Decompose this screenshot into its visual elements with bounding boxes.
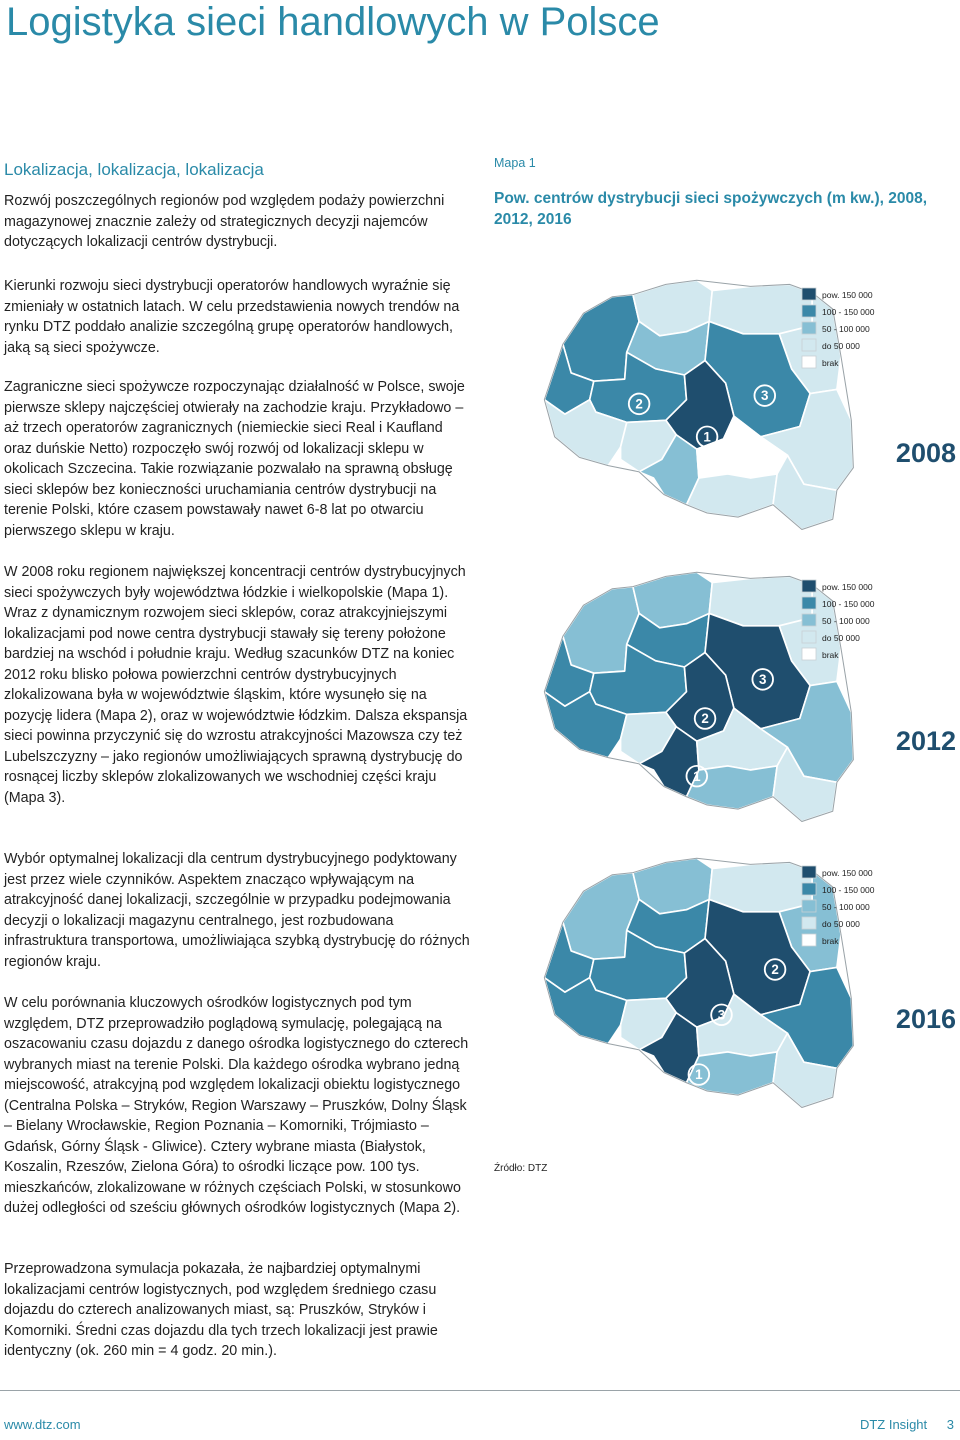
legend-swatch <box>802 631 816 643</box>
figure-label: Mapa 1 <box>494 156 536 170</box>
map-2008 <box>492 266 960 546</box>
footer-page-number: 3 <box>946 1417 954 1432</box>
year-label-2012: 2012 <box>895 726 956 756</box>
legend-label: do 50 000 <box>822 919 860 929</box>
legend-swatch <box>802 580 816 592</box>
legend-swatch <box>802 883 816 895</box>
legend-label: do 50 000 <box>822 633 860 643</box>
paragraph-results: Przeprowadzona symulacja pokazała, że najbardziej optymalnymi lokalizacjami centrów logistycznych, pod względem średniego czasu dojazdu do czterech analizowanych miast, są: Pruszków, Stryków i Komorniki. Średni czas dojazdu dla tych trzech lokalizacji jest prawie identyczny (ok. 260 min = 4 godz. 20 min.). <box>4 1261 438 1359</box>
year-label-2008: 2008 <box>895 438 956 468</box>
paragraph-intro: Rozwój poszczególnych regionów pod względem podaży powierzchni magazynowej znacznie zależy od strategicznych decyzji najemców dotyczących lokalizacji centrów dystrybucji. <box>4 193 445 250</box>
year-label-2016: 2016 <box>895 1004 956 1034</box>
legend-label: do 50 000 <box>822 341 860 351</box>
rank-badge-label: 2 <box>635 396 643 412</box>
legend-swatch <box>802 322 816 334</box>
legend-label: pow. 150 000 <box>822 868 873 878</box>
rank-badge-label: 3 <box>717 1007 726 1023</box>
paragraph-foreign-chains: Zagraniczne sieci spożywcze rozpoczynając działalność w Polsce, swoje pierwsze sklepy najczęściej otwierały na zachodzie kraju. Przykładowo – aż trzech operatorów zagranicznych (niemieckie sieci Real i Kaufland oraz duńskie Netto) rozpoczęło swój rozwój od lokalizacji sklepu w okolicach Szczecina. Takie rozwiązanie pozwalało na sprawną obsługę sieci sklepów bez konieczności uruchamiania centrów dystrybucji na terenie Polski, które czasem powstawały nawet 6-8 lat po otwarciu pierwszego sklepu w kraju. <box>4 379 465 539</box>
legend-swatch <box>802 934 816 946</box>
legend-label: 100 - 150 000 <box>822 307 875 317</box>
paragraph-location-choice: Wybór optymalnej lokalizacji dla centrum dystrybucyjnego podyktowany jest przez wiele czynników. Aspektem znacząco wpływającym na atrakcyjność danej lokalizacji, szczególnie w przypadku podejmowania decyzji o lokalizacji magazynu centralnego, jest rozbudowana infrastruktura transportowa, umożliwiająca szybką dystrybucję do różnych regionów kraju. <box>4 851 470 970</box>
legend-label: pow. 150 000 <box>822 290 873 300</box>
legend-swatch <box>802 917 816 929</box>
legend-swatch <box>802 339 816 351</box>
figure-source: Źródło: DTZ <box>494 1163 548 1174</box>
legend-label: 50 - 100 000 <box>822 324 870 334</box>
legend-label: brak <box>822 936 839 946</box>
footer-divider <box>0 1390 960 1391</box>
legend-swatch <box>802 614 816 626</box>
legend-label: 50 - 100 000 <box>822 902 870 912</box>
map-2016-block <box>492 844 960 1124</box>
legend-swatch <box>802 597 816 609</box>
map-2012-block <box>492 558 960 838</box>
legend-label: 50 - 100 000 <box>822 616 870 626</box>
map-2008-block <box>492 266 960 546</box>
figure-caption: Pow. centrów dystrybucji sieci spożywczych (m kw.), 2008, 2012, 2016 <box>494 190 928 228</box>
rank-badge-label: 2 <box>771 962 779 978</box>
rank-badge-label: 1 <box>693 768 701 784</box>
legend-swatch <box>802 648 816 660</box>
legend-label: pow. 150 000 <box>822 582 873 592</box>
rank-badge-label: 2 <box>701 711 709 727</box>
page-title: Logistyka sieci handlowych w Polsce <box>6 0 660 44</box>
footer-brand <box>844 1417 954 1432</box>
legend-swatch <box>802 900 816 912</box>
rank-badge-label: 1 <box>703 429 711 445</box>
map-2012 <box>492 558 960 838</box>
footer-brand-name: DTZ Insight <box>859 1417 928 1432</box>
paragraph-simulation: W celu porównania kluczowych ośrodków logistycznych pod tym względem, DTZ przeprowadziło poglądową symulację, polegającą na oszacowaniu czasu dojazdu z danego ośrodka logistycznego do czterech wybranych miast na terenie Polski. Dla każdego ośrodka wybrano jedną miejscowość, atrakcyjną pod względem lokalizacji obiektu logistycznego (Centralna Polska – Stryków, Region Warszawy – Pruszków, Dolny Śląsk – Bielany Wrocławskie, Region Poznania – Komorniki, Trójmiasto – Gdańsk, Górny Śląsk - Gliwice). Cztery wybrane miasta (Białystok, Koszalin, Rzeszów, Zielona Góra) to ośrodki liczące pow. 100 tys. mieszkańców, zlokalizowane w różnych częściach Polski, w stosunkowo dużej odległości od sześciu głównych ośrodków logistycznych (Mapa 2). <box>4 995 469 1216</box>
paragraph-trends: Kierunki rozwoju sieci dystrybucji operatorów handlowych wyraźnie się zmieniały w ostatnich latach. W celu przedstawienia nowych trendów na rynku DTZ poddało analizie szczególną grupę operatorów handlowych, jaką są sieci spożywcze. <box>4 278 460 356</box>
rank-badge-label: 3 <box>758 671 767 687</box>
legend-swatch <box>802 305 816 317</box>
footer-website-link[interactable]: www.dtz.com <box>4 1417 81 1432</box>
rank-badge-label: 1 <box>695 1067 703 1083</box>
legend-swatch <box>802 866 816 878</box>
section-title: Lokalizacja, lokalizacja, lokalizacja <box>4 160 264 179</box>
map-2016 <box>492 844 960 1124</box>
rank-badge-label: 3 <box>761 388 769 404</box>
legend-label: 100 - 150 000 <box>822 885 875 895</box>
legend-label: brak <box>822 358 839 368</box>
legend-swatch <box>802 288 816 300</box>
legend-label: brak <box>822 650 839 660</box>
legend-swatch <box>802 356 816 368</box>
legend-label: 100 - 150 000 <box>822 599 875 609</box>
paragraph-2008-concentration: W 2008 roku regionem największej koncentracji centrów dystrybucyjnych sieci spożywczych były województwa łódzkie i wielkopolskie (Mapa 1). Wraz z dynamicznym rozwojem sieci sklepów, coraz atrakcyjniejszymi lokalizacjami pod nowe centra dystrybucji stawały się tereny położone bardziej na wschód i południe kraju. Według szacunków DTZ na koniec 2012 roku blisko połowa powierzchni centrów dystrybucyjnych zlokalizowana była w województwie śląskim, które wysunęło się na pozycję lidera (Mapa 2), oraz w województwie łódzkim. Dalsza ekspansja sieci powinna przyczynić się do wzrostu atrakcyjności Mazowsza czy też Lubelszczyzny – jako regionów umożliwiających sprawną dystrybucję do rosnącej liczby sklepów zlokalizowanych we wschodniej części kraju (Mapa 3). <box>4 564 468 806</box>
